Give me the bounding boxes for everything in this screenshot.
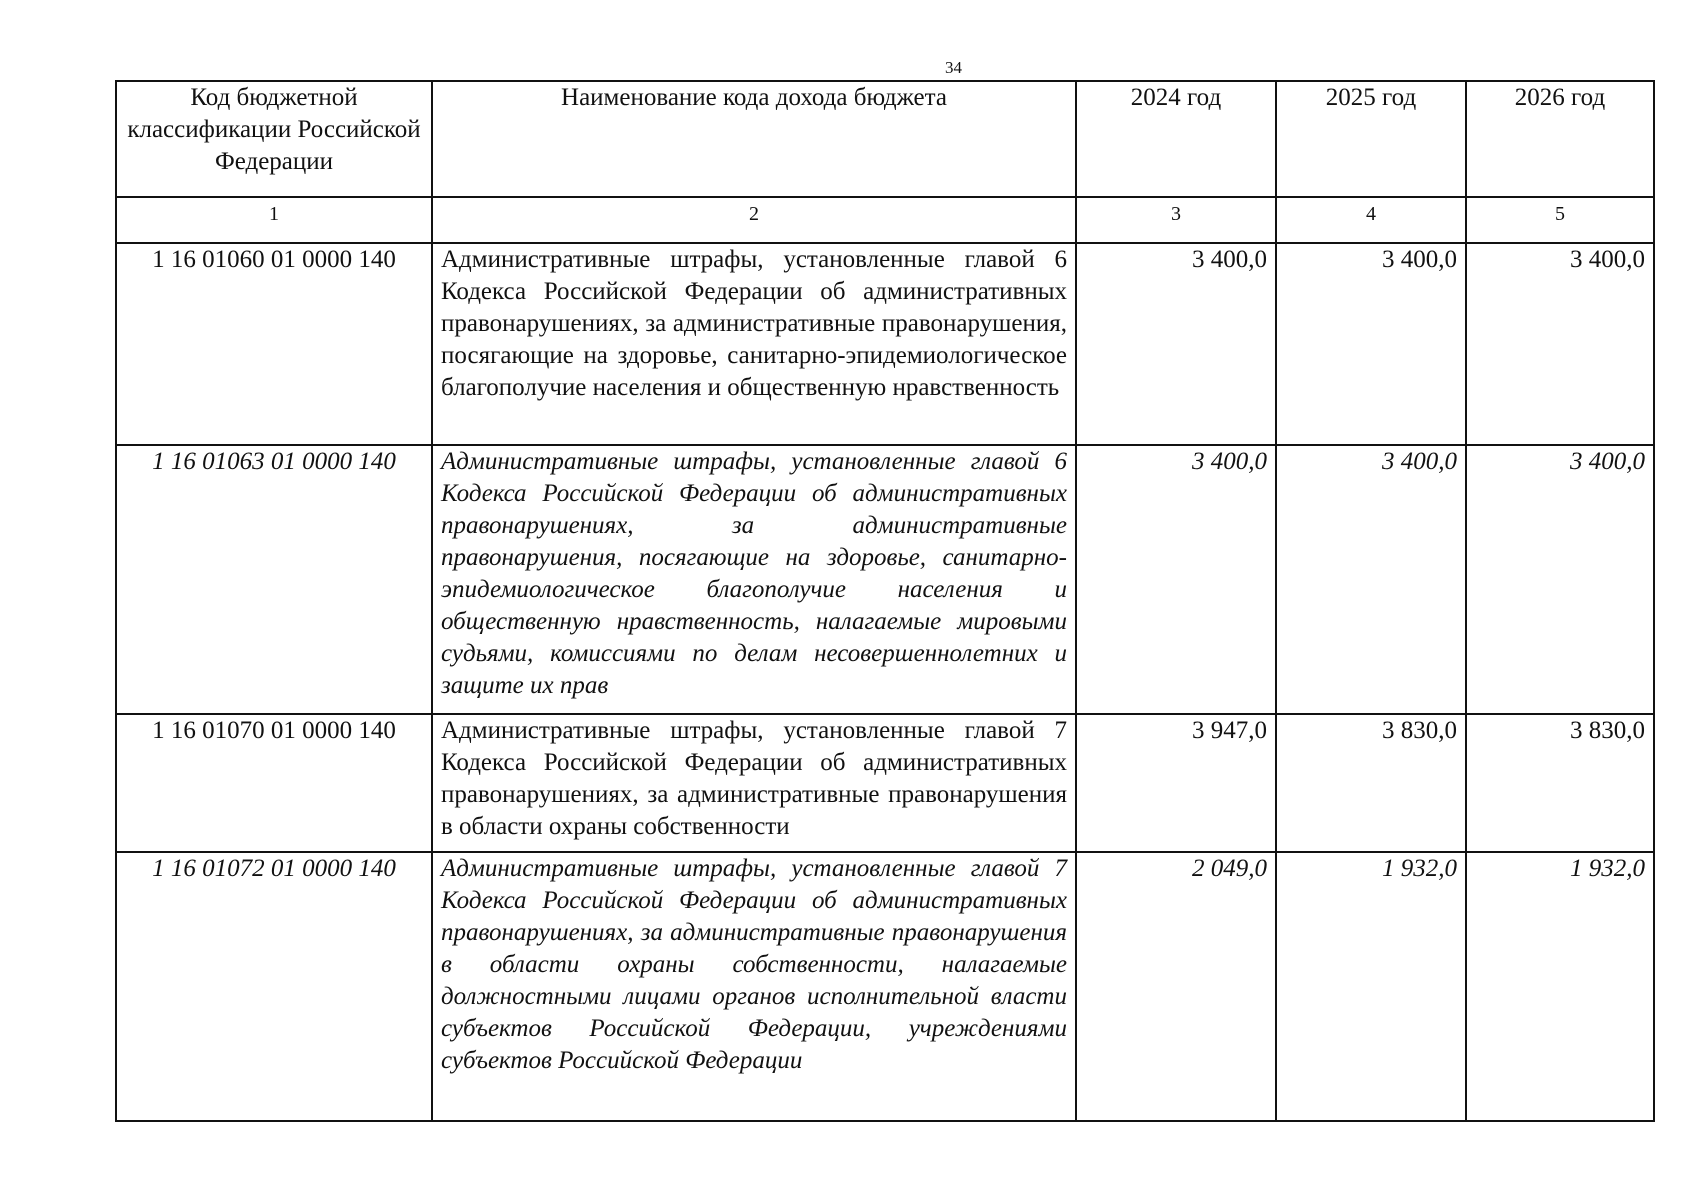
revenue-name-cell: Административные штрафы, установленные главой 7 Кодекса Российской Федерации об административных правонарушениях, за административные правонарушения в области охраны собственности	[432, 714, 1076, 852]
header-year-2026: 2026 год	[1466, 81, 1654, 197]
amount-2025-cell: 1 932,0	[1276, 852, 1466, 1121]
page-number: 34	[945, 58, 962, 77]
table-row	[116, 445, 1654, 714]
amount-2026-cell: 3 400,0	[1466, 445, 1654, 714]
amount-2026-cell: 3 830,0	[1466, 714, 1654, 852]
table-header-row	[116, 81, 1654, 197]
amount-2024-cell: 2 049,0	[1076, 852, 1276, 1121]
header-revenue-name: Наименование кода дохода бюджета	[432, 81, 1076, 197]
table-row	[116, 714, 1654, 852]
budget-code-cell: 1 16 01070 01 0000 140	[116, 714, 432, 852]
amount-2026-cell: 1 932,0	[1466, 852, 1654, 1121]
budget-code-cell: 1 16 01072 01 0000 140	[116, 852, 432, 1121]
column-number: 5	[1466, 197, 1654, 243]
amount-2026-cell: 3 400,0	[1466, 243, 1654, 445]
column-number: 1	[116, 197, 432, 243]
amount-2025-cell: 3 400,0	[1276, 243, 1466, 445]
amount-2024-cell: 3 947,0	[1076, 714, 1276, 852]
budget-revenue-table	[115, 80, 1655, 1122]
column-number: 4	[1276, 197, 1466, 243]
column-number-row	[116, 197, 1654, 243]
amount-2024-cell: 3 400,0	[1076, 243, 1276, 445]
revenue-name-cell: Административные штрафы, установленные главой 7 Кодекса Российской Федерации об административных правонарушениях, за административные правонарушения в области охраны собственности, налагаемые должностными лицами органов исполнительной власти субъектов Российской Федерации, учреждениями субъектов Российской Федерации	[432, 852, 1076, 1121]
column-number: 2	[432, 197, 1076, 243]
amount-2025-cell: 3 830,0	[1276, 714, 1466, 852]
header-year-2025: 2025 год	[1276, 81, 1466, 197]
table-row	[116, 243, 1654, 445]
revenue-name-cell: Административные штрафы, установленные главой 6 Кодекса Российской Федерации об административных правонарушениях, за административные правонарушения, посягающие на здоровье, санитарно-эпидемиологическое благополучие населения и общественную нравственность	[432, 243, 1076, 445]
header-year-2024: 2024 год	[1076, 81, 1276, 197]
header-budget-code: Код бюджетной классификации Российской Федерации	[116, 81, 432, 197]
amount-2024-cell: 3 400,0	[1076, 445, 1276, 714]
budget-code-cell: 1 16 01063 01 0000 140	[116, 445, 432, 714]
amount-2025-cell: 3 400,0	[1276, 445, 1466, 714]
budget-code-cell: 1 16 01060 01 0000 140	[116, 243, 432, 445]
table-row	[116, 852, 1654, 1121]
revenue-name-cell: Административные штрафы, установленные главой 6 Кодекса Российской Федерации об административных правонарушениях, за административные правонарушения, посягающие на здоровье, санитарно-эпидемиологическое благополучие населения и общественную нравственность, налагаемые мировыми судьями, комиссиями по делам несовершеннолетних и защите их прав	[432, 445, 1076, 714]
column-number: 3	[1076, 197, 1276, 243]
